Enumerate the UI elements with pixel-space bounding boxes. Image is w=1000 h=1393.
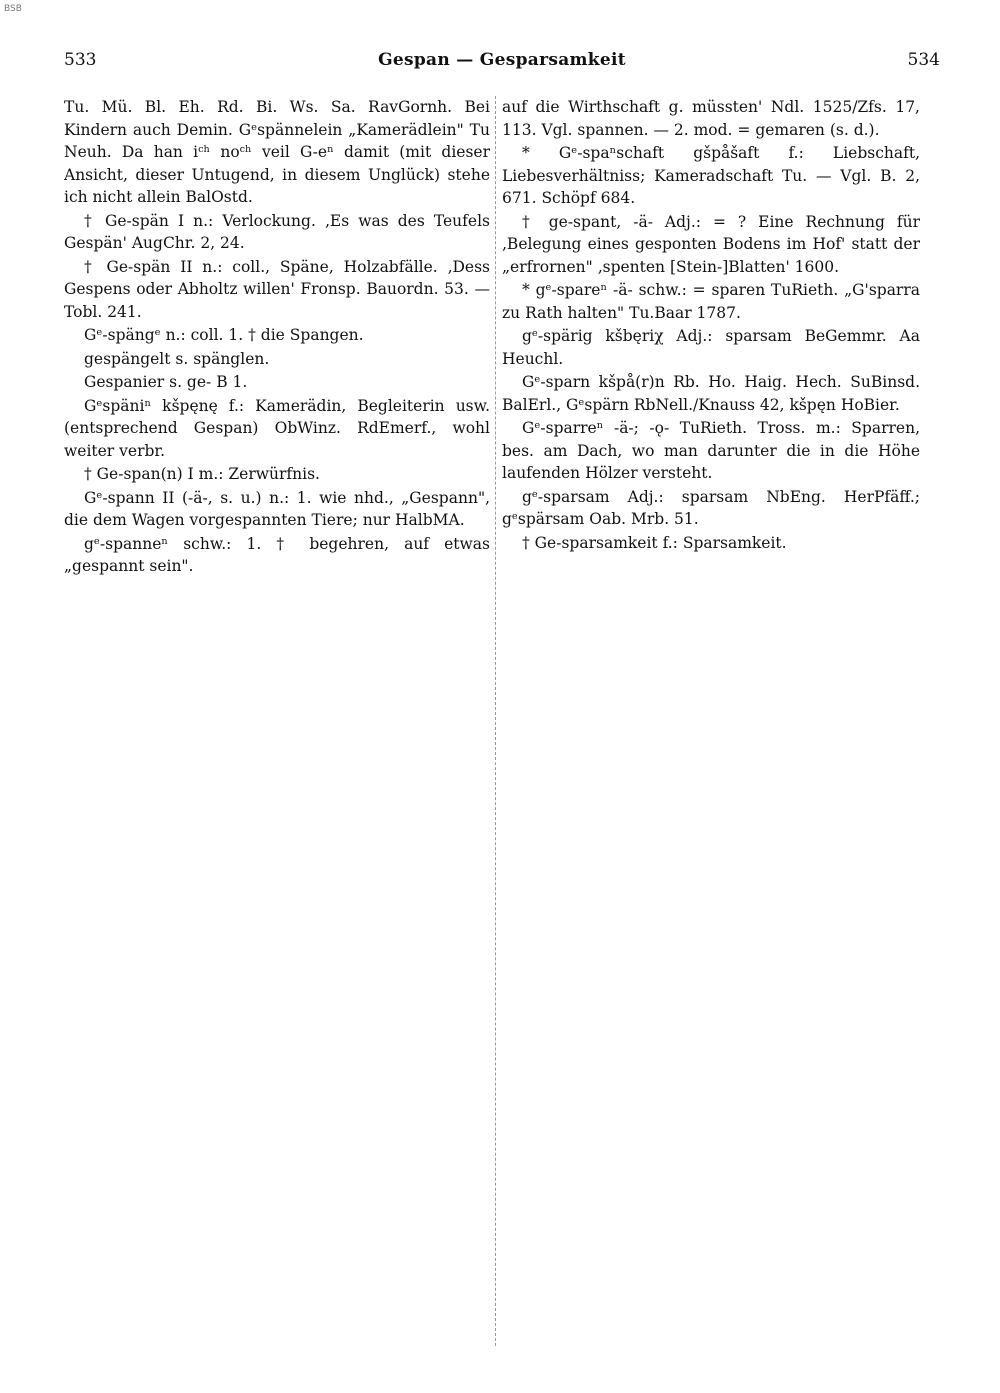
page-number-left: 533 — [64, 50, 97, 70]
dictionary-entry: Gᵉ-sparn kšpå(r)n Rb. Ho. Haig. Hech. SuBinsd. BalErl., Gᵉspärn RbNell./Knauss 42, kšpęn HoBier. — [502, 373, 920, 414]
page-title: Gespan — Gesparsamkeit — [378, 50, 626, 70]
dictionary-entry: Gᵉ-spängᵉ n.: coll. 1. † die Spangen. — [84, 326, 364, 344]
dictionary-entry: Gᵉspäniⁿ kšpęnę f.: Kamerädin, Begleiterin usw. (entsprechend Gespan) ObWinz. RdEmerf., wohl weiter verbr. — [64, 396, 490, 460]
page-number-right: 534 — [907, 50, 940, 70]
paragraph: auf die Wirthschaft g. müssten' Ndl. 1525/Zfs. 17, 113. Vgl. spannen. — 2. mod. = gemaren (s. d.). — [502, 98, 920, 139]
dictionary-entry: † Ge-spän I n.: Verlockung. ‚Es was des Teufels Gespän' AugChr. 2, 24. — [64, 211, 490, 252]
dictionary-entry: gᵉ-sparsam Adj.: sparsam NbEng. HerPfäff.; gᵉspärsam Oab. Mrb. 51. — [502, 487, 920, 528]
dictionary-entry: Gᵉ-sparreⁿ -ä-; -ǫ- TuRieth. Tross. m.: Sparren, bes. am Dach, wo man darunter die in die Höhe laufenden Hölzer versteht. — [502, 419, 920, 482]
dictionary-entry: gᵉ-spärig kšbęriχ Adj.: sparsam BeGemmr. Aa Heuchl. — [502, 327, 920, 368]
left-column — [64, 96, 490, 1356]
dictionary-entry: Gespanier s. ge- B 1. — [84, 373, 248, 391]
dictionary-entry: gᵉ-spanneⁿ schw.: 1. † begehren, auf etwas „gespannt sein". — [64, 534, 490, 575]
dictionary-entry: † Ge-spän II n.: coll., Späne, Holzabfälle. ‚Dess Gespens oder Abholtz willen' Fronsp. Bauordn. 53. — Tobl. 241. — [64, 257, 490, 321]
right-column — [502, 96, 920, 1356]
dictionary-entry: gespängelt s. spänglen. — [84, 349, 270, 368]
dictionary-entry: † Ge-sparsamkeit f.: Sparsamkeit. — [522, 533, 787, 552]
dictionary-entry: * gᵉ-spareⁿ -ä- schw.: = sparen TuRieth. „G'sparra zu Rath halten" Tu.Baar 1787. — [502, 281, 920, 322]
dictionary-entry: † Ge-span(n) I m.: Zerwürfnis. — [84, 465, 320, 483]
library-stamp: BSB — [4, 4, 22, 14]
dictionary-entry: † ge-spant, -ä- Adj.: = ? Eine Rechnung für ‚Belegung eines gesponten Bodens im Hof' statt der „erfrornen" ‚spenten [Stein-]Blatten' 1600. — [502, 212, 920, 276]
column-divider — [495, 96, 496, 1346]
dictionary-entry: Gᵉ-spann II (-ä-, s. u.) n.: 1. wie nhd., „Gespann", die dem Wagen vorgespannten Tiere; nur HalbMA. — [64, 488, 490, 529]
page-header — [64, 50, 940, 74]
paragraph: Tu. Mü. Bl. Eh. Rd. Bi. Ws. Sa. RavGornh. Bei Kindern auch Demin. Gᵉspännelein „Kamerädlein" Tu Neuh. Da han iᶜʰ noᶜʰ veil G-eⁿ damit (mit dieser Ansicht, dieser Untugend, in diesem Unglück) stehe ich nicht allein BalOstd. — [64, 98, 490, 206]
dictionary-entry: * Gᵉ-spaⁿschaft gšpåšaft f.: Liebschaft, Liebesverhältniss; Kameradschaft Tu. — Vgl. B. 2, 671. Schöpf 684. — [502, 144, 920, 207]
